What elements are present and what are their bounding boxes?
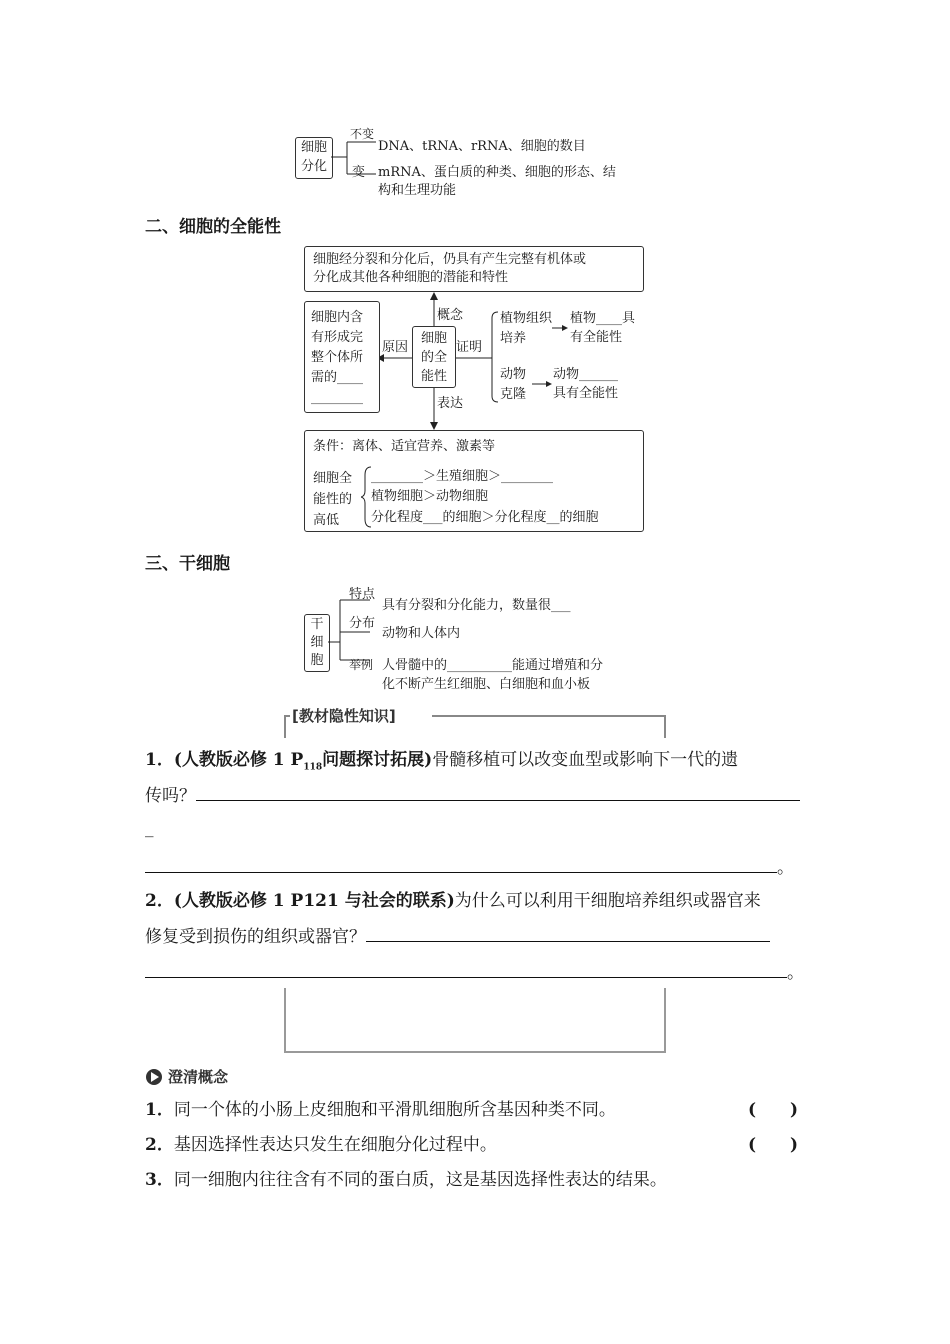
question-2 <box>145 883 761 919</box>
changed-text-1: mRNA、蛋白质的种类、细胞的形态、结 <box>378 165 616 180</box>
level-line-2: 植物细胞＞动物细胞 <box>371 489 489 504</box>
reason-box <box>304 301 380 413</box>
q2-text: 为什么可以利用干细胞培养组织或器官来 <box>454 891 761 911</box>
express-label: 表达 <box>437 396 464 411</box>
center-box <box>412 326 456 388</box>
unchanged-label: 不变 <box>350 127 375 141</box>
question-1-line-3 <box>145 850 794 886</box>
distribution-text: 动物和人体内 <box>382 626 461 641</box>
q2-number: 2． <box>145 891 174 911</box>
q1-answer-line-2[interactable] <box>145 858 777 873</box>
differentiation-subject-box <box>295 137 333 179</box>
clarify-title: 澄清概念 <box>168 1068 229 1086</box>
q1-source-text: (人教版必修 1 P <box>173 750 304 770</box>
conditions-text: 条件：离体、适宜营养、激素等 <box>313 439 496 454</box>
distribution-label: 分布 <box>349 616 376 631</box>
question-2-line-3 <box>145 955 804 991</box>
animal-result-2: 具有全能性 <box>553 386 619 401</box>
clarify-header <box>145 1066 228 1087</box>
definition-line-1: 细胞经分裂和分化后，仍具有产生完整有机体或 <box>313 252 587 267</box>
clarify-item-3 <box>145 1162 667 1198</box>
q1-source <box>173 750 433 773</box>
feature-text: 具有分裂和分化能力，数量很___ <box>382 598 571 613</box>
plant-method: 植物组织培养 <box>500 311 553 346</box>
concept-label: 概念 <box>437 308 464 323</box>
center-text: 细胞的全能性 <box>420 331 447 384</box>
q2-text-2: 修复受到损伤的组织或器官？ <box>145 927 366 947</box>
q2-period: 。 <box>787 963 804 983</box>
level-label: 细胞全能性的高低 <box>313 471 353 528</box>
q2-source: (人教版必修 1 P121 与社会的联系) <box>173 891 455 911</box>
clarify-item-2 <box>145 1127 497 1163</box>
q1-source-sub: 118 <box>303 762 323 773</box>
q1-source-end: 问题探讨拓展) <box>322 750 433 770</box>
clarify-item-2-paren[interactable]: ( ) <box>748 1135 799 1155</box>
example-text-1: 人骨髓中的__________能通过增殖和分 <box>382 658 604 673</box>
reason-line-1: 细胞内含 <box>311 310 364 325</box>
clarify-item-1-text: 同一个体的小肠上皮细胞和平滑肌细胞所含基因种类不同。 <box>173 1100 616 1120</box>
plant-result-1: 植物____具 <box>570 311 636 326</box>
question-1-line-2 <box>145 778 800 814</box>
plant-result-2: 有全能性 <box>570 330 623 345</box>
clarify-item-1-paren[interactable]: ( ) <box>748 1100 799 1120</box>
reason-label: 原因 <box>382 340 409 355</box>
level-box <box>304 430 644 532</box>
example-text-2: 化不断产生红细胞、白细胞和血小板 <box>382 677 591 692</box>
clarify-item-3-num: 3． <box>145 1170 174 1190</box>
stem-subject-box <box>304 614 330 672</box>
section2-title: 二、细胞的全能性 <box>145 217 281 237</box>
play-icon <box>145 1068 165 1086</box>
changed-label: 变 <box>352 165 366 180</box>
clarify-item-2-num: 2． <box>145 1135 174 1155</box>
question-2-line-2 <box>145 919 770 955</box>
reason-line-4: 需的____ <box>311 370 364 385</box>
animal-result-1: 动物______ <box>553 367 619 382</box>
q1-text: 骨髓移植可以改变血型或影响下一代的遗 <box>432 750 739 770</box>
q2-answer-line-1[interactable] <box>366 927 770 942</box>
q1-number: 1． <box>145 750 174 770</box>
feature-label: 特点 <box>349 587 376 602</box>
definition-line-2: 分化成其他各种细胞的潜能和特性 <box>313 270 509 285</box>
level-line-3: 分化程度___的细胞＞分化程度__的细胞 <box>371 510 599 525</box>
clarify-item-2-text: 基因选择性表达只发生在细胞分化过程中。 <box>173 1135 497 1155</box>
proof-label: 证明 <box>456 340 483 355</box>
hidden-knowledge-banner: [教材隐性知识] <box>292 707 396 725</box>
unchanged-text: DNA、tRNA、rRNA、细胞的数目 <box>378 139 586 154</box>
reason-line-3: 整个体所 <box>311 350 364 365</box>
animal-method: 动物克隆 <box>500 367 527 402</box>
reason-line-5: ________ <box>311 390 363 405</box>
example-label: 举例 <box>349 658 374 672</box>
q1-answer-line-1[interactable] <box>196 786 800 801</box>
clarify-item-3-text: 同一细胞内往往含有不同的蛋白质，这是基因选择性表达的结果。 <box>173 1170 667 1190</box>
clarify-item-1 <box>145 1092 616 1128</box>
q1-text-2: 传吗？ <box>145 786 196 806</box>
definition-box <box>304 246 644 292</box>
level-line-1: ________＞生殖细胞＞________ <box>371 469 554 484</box>
q2-answer-line-2[interactable] <box>145 963 787 978</box>
clarify-item-1-num: 1． <box>145 1100 174 1120</box>
q1-period: 。 <box>777 858 794 878</box>
differentiation-subject: 细胞分化 <box>300 140 327 174</box>
changed-text-2: 构和生理功能 <box>378 183 457 198</box>
stem-subject: 干细胞 <box>310 617 324 668</box>
section3-title: 三、干细胞 <box>145 554 230 574</box>
q1-dash: _ <box>145 818 154 838</box>
reason-line-2: 有形成完 <box>311 330 364 345</box>
